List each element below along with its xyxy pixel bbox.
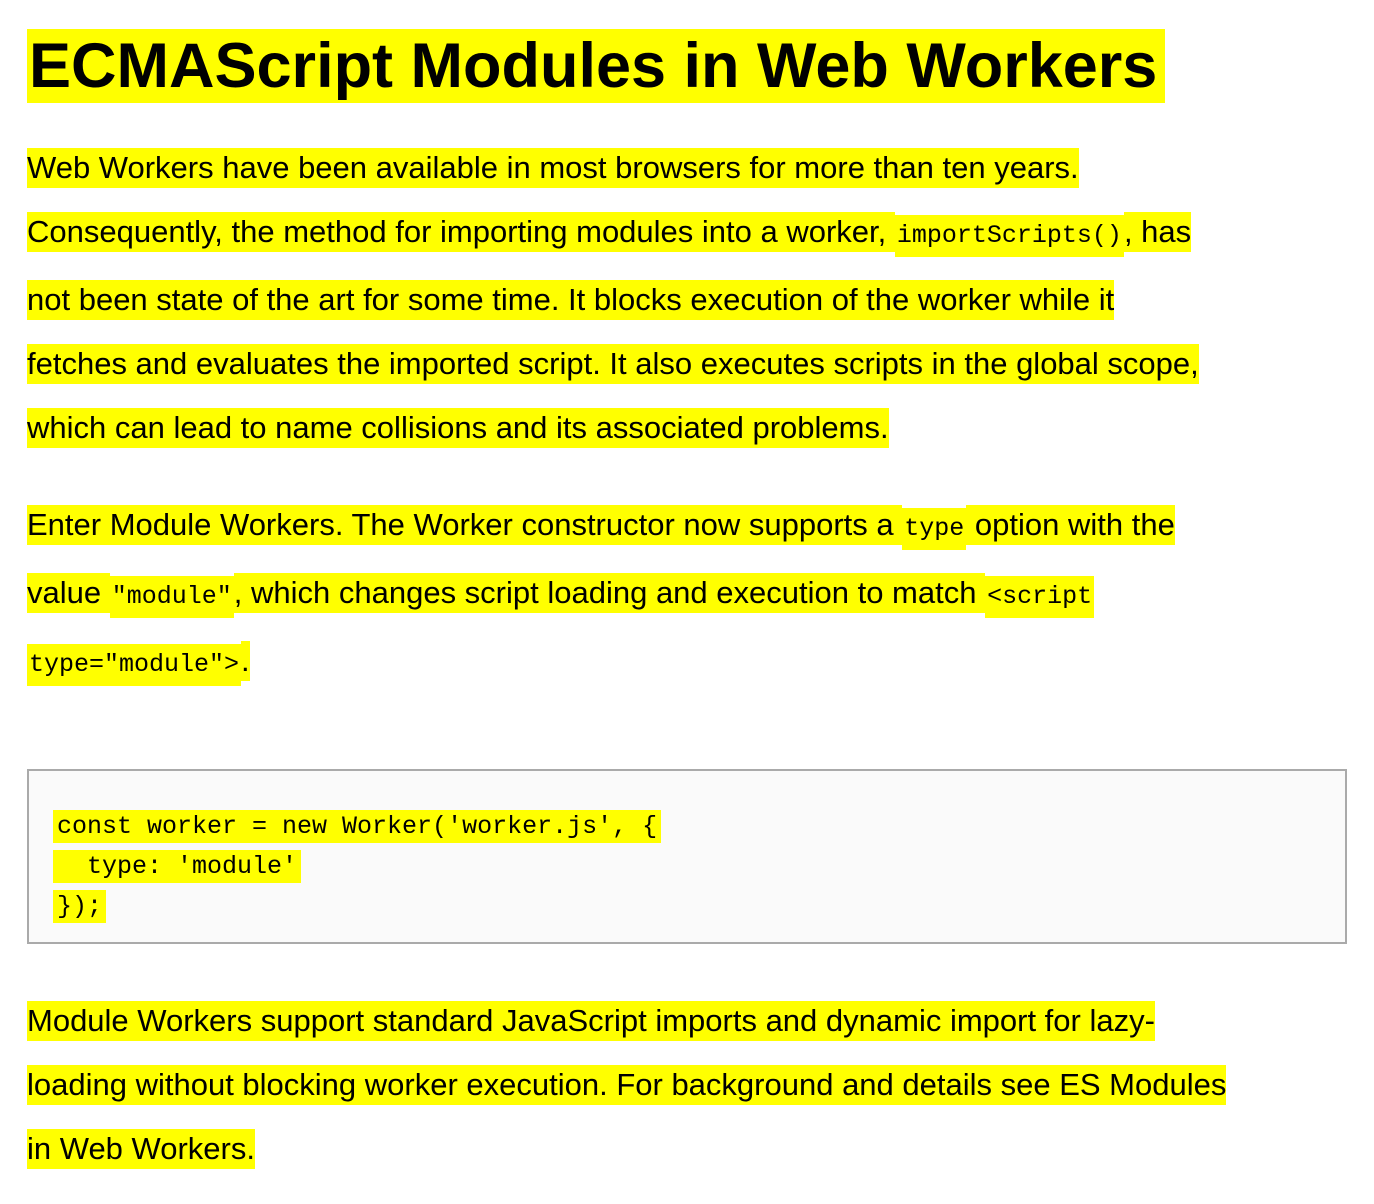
inline-code: <script [985, 576, 1094, 618]
text-line [27, 561, 1347, 629]
text-line [27, 629, 1347, 697]
page-title-text: ECMAScript Modules in Web Workers [27, 29, 1165, 103]
code-line-highlight: type: 'module' [53, 850, 301, 883]
text-segment: which can lead to name collisions and its associated problems. [27, 408, 889, 448]
code-line [53, 847, 1321, 887]
text-line [27, 493, 1347, 561]
code-line [53, 807, 1321, 847]
text-segment: in Web Workers. [27, 1129, 255, 1169]
page-title [27, 26, 1347, 106]
text-segment: . [241, 641, 250, 681]
code-line-highlight: }); [53, 890, 106, 923]
text-segment: Enter Module Workers. The Worker constructor now supports a [27, 505, 902, 545]
inline-code: importScripts() [895, 215, 1124, 257]
inline-code: type [902, 508, 966, 550]
text-line [27, 332, 1347, 396]
text-segment: option with the [966, 505, 1175, 545]
code-content [53, 807, 1321, 927]
text-line [27, 1053, 1347, 1117]
paragraph [27, 136, 1347, 460]
inline-code: type="module"> [27, 644, 241, 686]
text-segment: , which changes script loading and execution to match [234, 573, 985, 613]
text-segment: Consequently, the method for importing modules into a worker, [27, 212, 895, 252]
text-line [27, 989, 1347, 1053]
text-segment: loading without blocking worker execution. For background and details see ES Modules [27, 1065, 1226, 1105]
text-line [27, 200, 1347, 268]
text-segment: not been state of the art for some time. It blocks execution of the worker while it [27, 280, 1114, 320]
text-line [27, 136, 1347, 200]
inline-code: "module" [110, 576, 234, 618]
text-line [27, 1117, 1347, 1181]
code-line [53, 887, 1321, 927]
intro-paragraphs [27, 136, 1347, 697]
code-line-highlight: const worker = new Worker('worker.js', { [53, 810, 661, 843]
paragraph [27, 493, 1347, 697]
text-line [27, 396, 1347, 460]
closing-paragraphs [27, 989, 1347, 1181]
text-segment: , has [1124, 212, 1191, 252]
text-segment: fetches and evaluates the imported script. It also executes scripts in the global scope, [27, 344, 1199, 384]
article-page [0, 26, 1374, 1181]
text-segment: Module Workers support standard JavaScript imports and dynamic import for lazy- [27, 1001, 1155, 1041]
code-block [27, 769, 1347, 944]
text-line [27, 268, 1347, 332]
text-segment: value [27, 573, 110, 613]
paragraph [27, 989, 1347, 1181]
text-segment: Web Workers have been available in most browsers for more than ten years. [27, 148, 1079, 188]
